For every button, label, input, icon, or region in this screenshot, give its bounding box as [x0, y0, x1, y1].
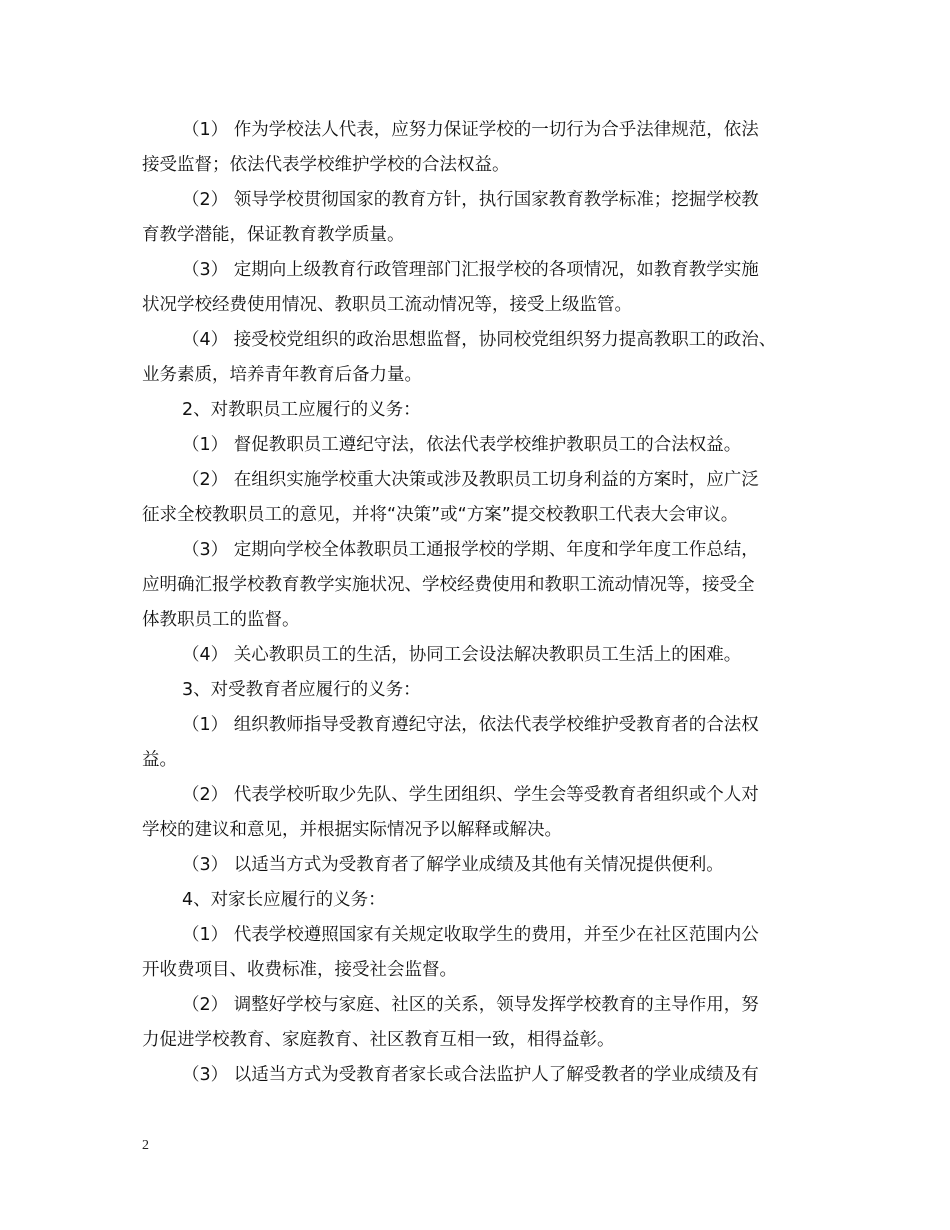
text-line: （1） 作为学校法人代表，应努力保证学校的一切行为合乎法律规范，依法: [182, 120, 759, 140]
text-line: 2、对教职员工应履行的义务：: [182, 400, 421, 420]
text-line: 状况学校经费使用情况、教职员工流动情况等，接受上级监管。: [142, 295, 632, 315]
text-line: （2） 领导学校贯彻国家的教育方针，执行国家教育教学标准；挖掘学校教: [182, 190, 759, 210]
text-line: 3、对受教育者应履行的义务：: [182, 680, 421, 700]
paragraph: [142, 988, 812, 1058]
paragraph: [142, 533, 812, 638]
text-line: （2） 调整好学校与家庭、社区的关系，领导发挥学校教育的主导作用，努: [182, 995, 759, 1015]
text-line: （3） 以适当方式为受教育者了解学业成绩及其他有关情况提供便利。: [182, 855, 724, 875]
text-line: 应明确汇报学校教育教学实施状况、学校经费使用和教职工流动情况等，接受全: [142, 575, 755, 595]
text-line: （4） 接受校党组织的政治思想监督，协同校党组织努力提高教职工的政治、: [182, 330, 777, 350]
text-line: 开收费项目、收费标准，接受社会监督。: [142, 960, 457, 980]
text-line: （2） 在组织实施学校重大决策或涉及教职员工切身利益的方案时，应广泛: [182, 470, 759, 490]
paragraph: [142, 253, 812, 323]
paragraph: [142, 463, 812, 533]
text-line: （1） 督促教职员工遵纪守法，依法代表学校维护教职员工的合法权益。: [182, 435, 742, 455]
paragraph: [142, 1058, 812, 1093]
paragraph: [142, 428, 812, 463]
page-number: 2: [142, 1138, 149, 1153]
paragraph: [142, 673, 812, 708]
paragraph: [142, 708, 812, 778]
text-line: 征求全校教职员工的意见，并将“决策”或“方案”提交校教职工代表大会审议。: [142, 505, 739, 525]
text-line: （2） 代表学校听取少先队、学生团组织、学生会等受教育者组织或个人对: [182, 785, 759, 805]
text-line: 业务素质，培养青年教育后备力量。: [142, 365, 422, 385]
text-line: （1） 代表学校遵照国家有关规定收取学生的费用，并至少在社区范围内公: [182, 925, 759, 945]
paragraph: [142, 113, 812, 183]
text-line: 力促进学校教育、家庭教育、社区教育互相一致，相得益彰。: [142, 1030, 615, 1050]
text-line: 4、对家长应履行的义务：: [182, 890, 386, 910]
paragraph: [142, 183, 812, 253]
text-line: 益。: [142, 750, 177, 770]
text-line: 体教职员工的监督。: [142, 610, 300, 630]
paragraph: [142, 918, 812, 988]
text-line: 学校的建议和意见，并根据实际情况予以解释或解决。: [142, 820, 562, 840]
document-body: [142, 113, 812, 1093]
text-line: 育教学潜能，保证教育教学质量。: [142, 225, 405, 245]
paragraph: [142, 778, 812, 848]
paragraph: [142, 393, 812, 428]
text-line: （4） 关心教职员工的生活，协同工会设法解决教职员工生活上的困难。: [182, 645, 742, 665]
paragraph: [142, 323, 812, 393]
text-line: （3） 定期向学校全体教职员工通报学校的学期、年度和学年度工作总结，: [182, 540, 759, 560]
paragraph: [142, 638, 812, 673]
paragraph: [142, 848, 812, 883]
text-line: （3） 以适当方式为受教育者家长或合法监护人了解受教者的学业成绩及有: [182, 1065, 759, 1085]
text-line: （3） 定期向上级教育行政管理部门汇报学校的各项情况，如教育教学实施: [182, 260, 759, 280]
text-line: 接受监督；依法代表学校维护学校的合法权益。: [142, 155, 510, 175]
text-line: （1） 组织教师指导受教育遵纪守法，依法代表学校维护受教育者的合法权: [182, 715, 759, 735]
paragraph: [142, 883, 812, 918]
